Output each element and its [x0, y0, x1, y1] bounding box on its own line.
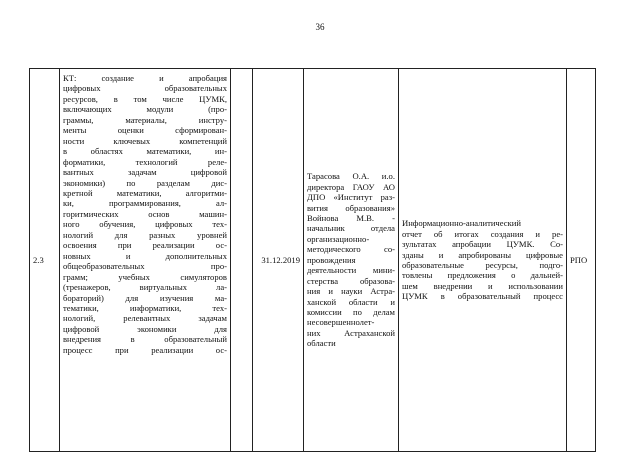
event-name-line: горитмических основ машин-	[63, 208, 227, 219]
executors-line: Войнова М.В. -	[307, 212, 395, 223]
result-line: ЦУМК в образовательный процесс	[402, 291, 563, 302]
result-line: отчет об итогах создания и ре-	[402, 228, 563, 239]
executors-line: области	[307, 338, 336, 349]
result-line: шем внедрении и использовании	[402, 280, 563, 291]
executors-line: методического со-	[307, 244, 395, 255]
result-cell	[399, 69, 567, 452]
event-name-line: экономики) по разделам дис-	[63, 177, 227, 188]
event-name-line: кретной математики, алгоритми-	[63, 187, 227, 198]
responsible-cell	[567, 69, 596, 452]
event-name-line: ного обучения, цифровых тех-	[63, 219, 227, 230]
event-name-line: цифровой экономики для	[63, 323, 227, 334]
executors-line: них Астраханской	[307, 327, 395, 338]
event-name-line: КТ: создание и апробация	[63, 73, 227, 83]
plan-table	[29, 68, 596, 452]
event-name-line: грамм; учебных симуляторов	[63, 271, 227, 282]
executors-line: ния и науки Астра-	[307, 286, 395, 297]
executors-line: ханской области и	[307, 296, 395, 307]
event-name-cell	[60, 69, 231, 452]
event-name-line: ресурсов, в том числе ЦУМК,	[63, 93, 227, 104]
executors-line: Тарасова О.А. и.о.	[307, 171, 395, 182]
result-line: зультатах апробации ЦУМК. Со-	[402, 239, 563, 250]
event-name-line: общеобразовательных про-	[63, 261, 227, 272]
event-name-line: форматики, технологий реле-	[63, 156, 227, 167]
event-name-line: (тренажеров, виртуальных ла-	[63, 282, 227, 293]
event-name-line: новных и дополнительных	[63, 250, 227, 261]
event-name	[63, 73, 227, 355]
executors-line: несовершеннолет-	[307, 317, 375, 328]
executors-line: деятельности мини-	[307, 265, 395, 276]
event-name-line: цифровых образовательных	[63, 83, 227, 94]
executors-line: стерства образова-	[307, 275, 395, 286]
deadline-date: 31.12.2019	[261, 254, 300, 265]
executors-line: директора ГАОУ АО	[307, 181, 395, 192]
executors-line: провождения	[307, 254, 356, 265]
event-name-line: внедрения в образовательный	[63, 334, 227, 345]
event-name-line: процесс при реализации ос-	[63, 344, 227, 355]
row-number: 2.3	[33, 254, 44, 265]
responsible-code: РПО	[570, 254, 588, 265]
empty-cell	[231, 69, 253, 452]
executors-cell	[304, 69, 399, 452]
result-line: товлены предложения о дальней-	[402, 270, 563, 281]
executors-line: комиссии по делам	[307, 307, 395, 318]
event-name-line: вантных задачам цифровой	[63, 167, 227, 178]
expected-result	[402, 218, 563, 302]
event-name-line: тематики, информатики, тех-	[63, 302, 227, 313]
executors-line: организационно-	[307, 233, 370, 244]
event-name-line: в областях математики, ин-	[63, 146, 227, 157]
event-name-line: менты оценки сформирован-	[63, 125, 227, 136]
executors-line: ДПО «Институт раз-	[307, 192, 395, 203]
row-number-cell	[30, 69, 60, 452]
event-name-line: нологий, релевантных задачам	[63, 313, 227, 324]
executors	[307, 171, 395, 349]
page-number: 36	[315, 22, 325, 32]
result-line: образовательные ресурсы, подго-	[402, 260, 563, 270]
result-line: Информационно-аналитический	[402, 218, 521, 229]
table-row	[30, 69, 596, 452]
event-name-line: граммы, материалы, инстру-	[63, 114, 227, 125]
executors-line: начальник отдела	[307, 223, 395, 234]
executors-line: вития образования»	[307, 202, 395, 213]
result-line: зданы и апробированы цифровые	[402, 249, 563, 260]
event-name-line: нологий для разных уровней	[63, 229, 227, 240]
event-name-line: бораторий) для изучения ма-	[63, 292, 227, 303]
event-name-line: включающих модули (про-	[63, 104, 227, 115]
deadline-cell	[253, 69, 304, 452]
event-name-line: ки, программирования, ал-	[63, 198, 227, 209]
event-name-line: ности ключевых компетенций	[63, 135, 227, 146]
event-name-line: освоения при реализации ос-	[63, 240, 227, 251]
